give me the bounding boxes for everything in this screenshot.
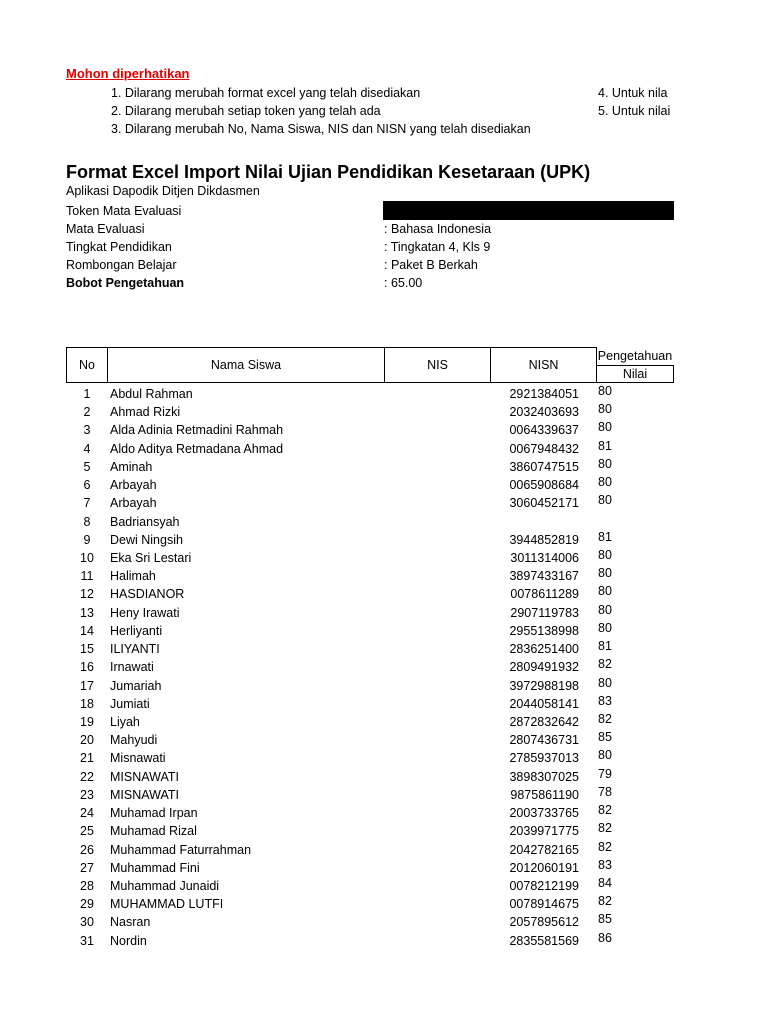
notice-title: Mohon diperhatikan bbox=[66, 66, 190, 81]
cell-nama-siswa: Dewi Ningsih bbox=[110, 532, 183, 547]
cell-nama-siswa: Halimah bbox=[110, 569, 156, 584]
cell-no: 2 bbox=[83, 405, 91, 420]
table-row bbox=[0, 476, 768, 494]
table-row bbox=[0, 494, 768, 512]
cell-nilai: 82 bbox=[598, 803, 612, 818]
cell-nama-siswa: Misnawati bbox=[110, 751, 166, 766]
cell-nama-siswa: Muhammad Fini bbox=[110, 860, 200, 875]
cell-nilai: 82 bbox=[598, 711, 612, 726]
cell-nisn: 2836251400 bbox=[509, 642, 579, 657]
cell-nilai: 86 bbox=[598, 930, 612, 945]
cell-nama-siswa: Arbayah bbox=[110, 478, 157, 493]
token-redaction-box bbox=[383, 201, 674, 220]
header-nilai: Nilai bbox=[596, 365, 674, 383]
cell-nisn: 2032403693 bbox=[509, 405, 579, 420]
cell-nama-siswa: Liyah bbox=[110, 714, 140, 729]
cell-nama-siswa: Muhamad Irpan bbox=[110, 806, 198, 821]
mata-evaluasi-label: Mata Evaluasi bbox=[66, 222, 145, 236]
cell-nilai: 80 bbox=[598, 602, 612, 617]
cell-nisn: 0067948432 bbox=[509, 441, 579, 456]
cell-no: 3 bbox=[83, 423, 91, 438]
cell-nilai: 80 bbox=[598, 475, 612, 490]
cell-nama-siswa: Abdul Rahman bbox=[110, 387, 193, 401]
cell-nama-siswa: Eka Sri Lestari bbox=[110, 550, 192, 565]
header-nisn: NISN bbox=[490, 347, 597, 383]
table-row bbox=[0, 913, 768, 931]
cell-nilai: 80 bbox=[598, 456, 612, 471]
table-row bbox=[0, 841, 768, 859]
table-row bbox=[0, 804, 768, 822]
cell-nisn: 3897433167 bbox=[509, 569, 579, 584]
cell-no: 1 bbox=[83, 387, 91, 401]
cell-nisn: 0064339637 bbox=[509, 423, 579, 438]
cell-nilai: 80 bbox=[598, 420, 612, 435]
cell-nisn: 2785937013 bbox=[509, 751, 579, 766]
cell-nama-siswa: Aldo Aditya Retmadana Ahmad bbox=[110, 441, 284, 456]
cell-nama-siswa: Muhamad Rizal bbox=[110, 824, 197, 839]
cell-no: 28 bbox=[80, 878, 94, 893]
mata-evaluasi-value: : Bahasa Indonesia bbox=[384, 222, 492, 236]
cell-no: 26 bbox=[80, 842, 94, 857]
cell-nama-siswa: Jumiati bbox=[110, 696, 150, 711]
cell-nilai: 84 bbox=[598, 875, 612, 890]
cell-nama-siswa: Jumariah bbox=[110, 678, 162, 693]
cell-nama-siswa: Aminah bbox=[110, 459, 153, 474]
cell-nisn: 3944852819 bbox=[509, 532, 579, 547]
cell-no: 14 bbox=[80, 623, 94, 638]
cell-nisn: 2003733765 bbox=[509, 806, 579, 821]
cell-nama-siswa: Ahmad Rizki bbox=[110, 405, 181, 420]
cell-nisn: 2907119783 bbox=[510, 605, 579, 620]
cell-no: 25 bbox=[80, 824, 94, 839]
cell-nisn: 2955138998 bbox=[509, 623, 579, 638]
table-row bbox=[0, 932, 768, 950]
cell-nilai: 82 bbox=[598, 894, 612, 909]
cell-no: 16 bbox=[80, 660, 94, 675]
cell-nisn: 0078212199 bbox=[509, 878, 579, 893]
cell-no: 29 bbox=[80, 897, 94, 912]
cell-nilai: 79 bbox=[598, 766, 612, 781]
cell-no: 8 bbox=[83, 514, 91, 529]
table-row bbox=[0, 440, 768, 458]
cell-nilai: 80 bbox=[598, 620, 612, 635]
cell-nama-siswa: MISNAWATI bbox=[110, 769, 179, 784]
cell-nilai: 81 bbox=[598, 438, 612, 453]
cell-no: 5 bbox=[83, 459, 91, 474]
cell-no: 20 bbox=[80, 733, 94, 748]
cell-no: 10 bbox=[80, 550, 94, 565]
cell-nilai: 80 bbox=[598, 402, 612, 417]
cell-no: 7 bbox=[83, 496, 91, 511]
cell-no: 15 bbox=[80, 642, 94, 657]
table-row bbox=[0, 786, 768, 804]
cell-nama-siswa: Mahyudi bbox=[110, 733, 158, 748]
cell-nilai: 82 bbox=[598, 839, 612, 854]
table-row bbox=[0, 822, 768, 840]
rombongan-belajar-value: : Paket B Berkah bbox=[384, 258, 478, 272]
table-row bbox=[0, 895, 768, 913]
table-row bbox=[0, 658, 768, 676]
cell-nama-siswa: HASDIANOR bbox=[110, 587, 185, 602]
cell-nama-siswa: Arbayah bbox=[110, 496, 157, 511]
cell-nisn: 2044058141 bbox=[509, 696, 579, 711]
table-row bbox=[0, 403, 768, 421]
bobot-pengetahuan-label: Bobot Pengetahuan bbox=[66, 276, 185, 290]
document-title: Format Excel Import Nilai Ujian Pendidikan Kesetaraan (UPK) bbox=[66, 162, 591, 182]
cell-nilai: 80 bbox=[598, 384, 612, 398]
cell-nama-siswa: Heny Irawati bbox=[110, 605, 180, 620]
cell-no: 17 bbox=[80, 678, 94, 693]
table-row bbox=[0, 531, 768, 549]
cell-nisn: 9875861190 bbox=[510, 787, 579, 802]
cell-nilai: 83 bbox=[598, 693, 612, 708]
table-row bbox=[0, 604, 768, 622]
cell-no: 21 bbox=[80, 751, 94, 766]
cell-no: 9 bbox=[83, 532, 91, 547]
cell-nisn: 2872832642 bbox=[509, 714, 579, 729]
cell-nilai: 83 bbox=[598, 857, 612, 872]
notice-item-1: 1. Dilarang merubah format excel yang telah disediakan bbox=[111, 86, 421, 100]
cell-nisn: 3860747515 bbox=[509, 459, 579, 474]
table-row bbox=[0, 385, 768, 403]
cell-nama-siswa: Muhammad Faturrahman bbox=[110, 842, 252, 857]
tingkat-pendidikan-value: : Tingkatan 4, Kls 9 bbox=[384, 240, 491, 254]
table-row bbox=[0, 585, 768, 603]
table-row bbox=[0, 877, 768, 895]
cell-nama-siswa: Nasran bbox=[110, 915, 151, 930]
cell-nilai: 81 bbox=[598, 529, 612, 544]
document-subtitle: Aplikasi Dapodik Ditjen Dikdasmen bbox=[66, 184, 260, 198]
cell-nama-siswa: Nordin bbox=[110, 933, 147, 948]
table-row bbox=[0, 859, 768, 877]
cell-nilai: 80 bbox=[598, 584, 612, 599]
cell-nisn: 3972988198 bbox=[509, 678, 579, 693]
notice-item-3: 3. Dilarang merubah No, Nama Siswa, NIS dan NISN yang telah disediakan bbox=[111, 122, 531, 136]
cell-nilai: 80 bbox=[598, 566, 612, 581]
cell-no: 30 bbox=[80, 915, 94, 930]
cell-no: 11 bbox=[80, 569, 94, 584]
cell-nilai: 82 bbox=[598, 821, 612, 836]
tingkat-pendidikan-label: Tingkat Pendidikan bbox=[66, 240, 172, 254]
cell-nisn: 2042782165 bbox=[509, 842, 579, 857]
cell-nilai: 80 bbox=[598, 748, 612, 763]
table-row bbox=[0, 458, 768, 476]
table-row bbox=[0, 421, 768, 439]
table-row bbox=[0, 731, 768, 749]
cell-no: 31 bbox=[80, 933, 94, 948]
cell-no: 6 bbox=[83, 478, 91, 493]
cell-nilai: 85 bbox=[598, 730, 612, 745]
cell-no: 13 bbox=[80, 605, 94, 620]
cell-nilai: 82 bbox=[598, 657, 612, 672]
table-row bbox=[0, 640, 768, 658]
table-row bbox=[0, 713, 768, 731]
header-no: No bbox=[66, 347, 108, 383]
notice-item-5: 5. Untuk nilai bbox=[598, 104, 671, 118]
cell-nama-siswa: Alda Adinia Retmadini Rahmah bbox=[110, 423, 284, 438]
table-row bbox=[0, 677, 768, 695]
token-label: Token Mata Evaluasi bbox=[66, 204, 182, 218]
table-row bbox=[0, 567, 768, 585]
table-row bbox=[0, 768, 768, 786]
notice-item-2: 2. Dilarang merubah setiap token yang telah ada bbox=[111, 104, 381, 118]
cell-nilai: 81 bbox=[598, 639, 612, 654]
cell-nama-siswa: Badriansyah bbox=[110, 514, 180, 529]
cell-nilai: 80 bbox=[598, 547, 612, 562]
cell-nisn: 2039971775 bbox=[509, 824, 579, 839]
table-row bbox=[0, 549, 768, 567]
cell-nama-siswa: Herliyanti bbox=[110, 623, 163, 638]
header-pengetahuan: Pengetahuan bbox=[597, 349, 673, 363]
cell-nilai: 85 bbox=[598, 912, 612, 927]
table-row bbox=[0, 695, 768, 713]
cell-no: 18 bbox=[80, 696, 94, 711]
cell-nisn: 2807436731 bbox=[509, 733, 579, 748]
cell-nama-siswa: MISNAWATI bbox=[110, 787, 179, 802]
cell-nisn: 3060452171 bbox=[509, 496, 579, 511]
cell-nisn: 2835581569 bbox=[509, 933, 579, 948]
cell-nama-siswa: MUHAMMAD LUTFI bbox=[110, 897, 224, 912]
table-row bbox=[0, 622, 768, 640]
cell-nisn: 2057895612 bbox=[509, 915, 579, 930]
cell-no: 27 bbox=[80, 860, 94, 875]
rombongan-belajar-label: Rombongan Belajar bbox=[66, 258, 177, 272]
cell-nisn: 3011314006 bbox=[510, 550, 579, 565]
cell-no: 24 bbox=[80, 806, 94, 821]
cell-nisn: 0078914675 bbox=[509, 897, 579, 912]
cell-no: 23 bbox=[80, 787, 94, 802]
cell-nisn: 2921384051 bbox=[509, 387, 579, 401]
cell-nilai: 78 bbox=[598, 784, 612, 799]
cell-nisn: 3898307025 bbox=[509, 769, 579, 784]
cell-no: 4 bbox=[83, 441, 91, 456]
notice-item-4: 4. Untuk nila bbox=[598, 86, 668, 100]
header-nis: NIS bbox=[384, 347, 491, 383]
cell-nisn: 0065908684 bbox=[509, 478, 579, 493]
table-row bbox=[0, 749, 768, 767]
cell-nilai: 80 bbox=[598, 493, 612, 508]
cell-nama-siswa: Irnawati bbox=[110, 660, 154, 675]
cell-nama-siswa: ILIYANTI bbox=[110, 642, 160, 657]
bobot-pengetahuan-value: : 65.00 bbox=[384, 276, 423, 290]
cell-no: 12 bbox=[80, 587, 94, 602]
cell-nisn: 2809491932 bbox=[509, 660, 579, 675]
table-row bbox=[0, 513, 768, 531]
header-nama-siswa: Nama Siswa bbox=[107, 347, 385, 383]
cell-nilai: 80 bbox=[598, 675, 612, 690]
cell-nisn: 2012060191 bbox=[509, 860, 579, 875]
cell-nama-siswa: Muhammad Junaidi bbox=[110, 878, 220, 893]
cell-no: 19 bbox=[80, 714, 94, 729]
cell-nisn: 0078611289 bbox=[510, 587, 579, 602]
cell-no: 22 bbox=[80, 769, 94, 784]
